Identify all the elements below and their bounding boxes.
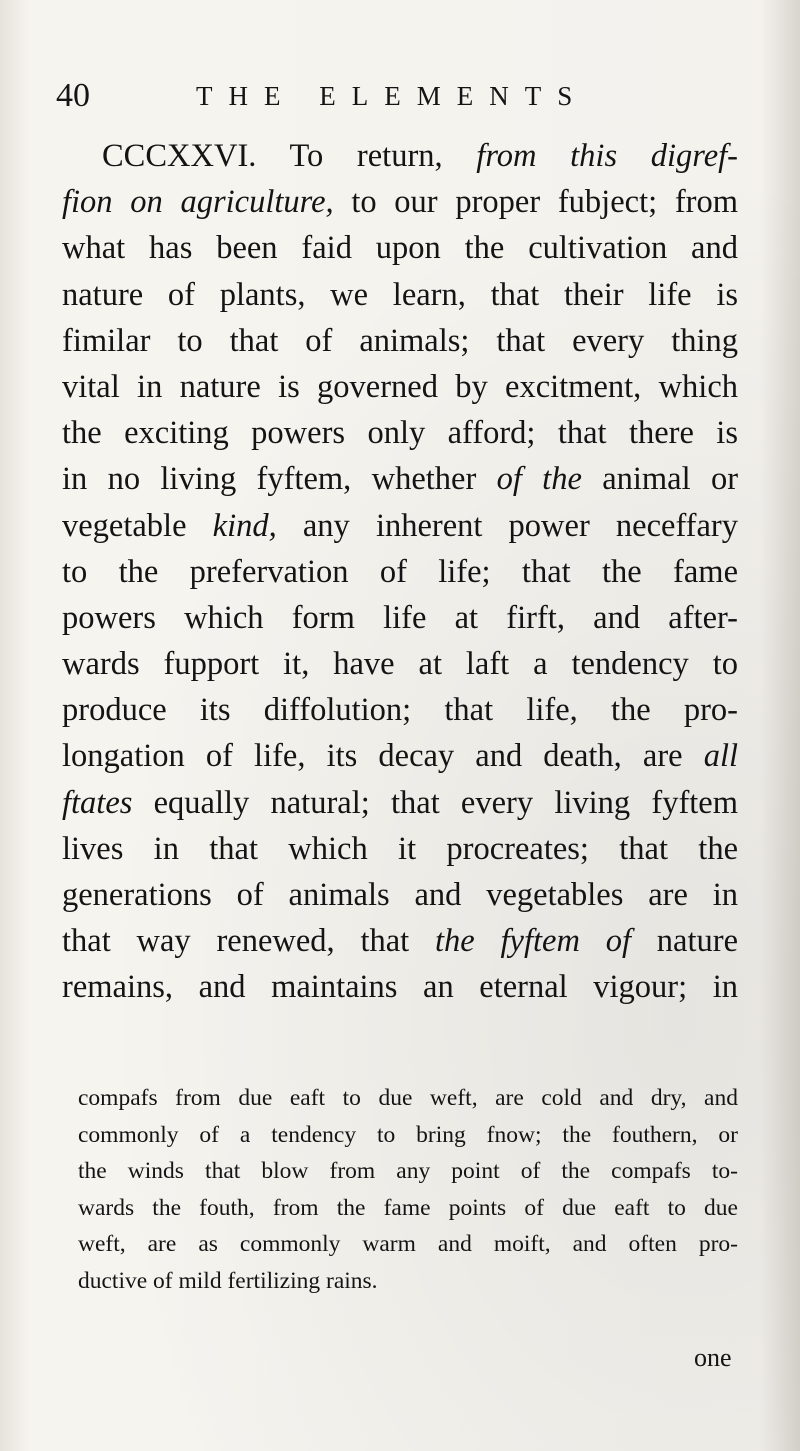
text-line: in no living fyftem, whether of the animal or [62, 461, 739, 498]
catchword: one [694, 1343, 732, 1372]
text-line: powers which form life at firft, and after- [62, 599, 738, 636]
text-line: nature of plants, we learn, that their life is [62, 276, 738, 313]
text-line: produce its diffolution; that life, the pro- [62, 692, 738, 729]
text-line: fimilar to that of animals; that every thing [62, 322, 738, 359]
page-header [56, 74, 756, 118]
running-head: THE ELEMENTS [196, 81, 589, 111]
italic-text: fion on agriculture, [62, 184, 334, 221]
page-number: 40 [56, 77, 90, 114]
italic-text: all [703, 738, 738, 775]
text-line: wards fupport it, have at laft a tendency to [62, 646, 738, 683]
text-line: the exciting powers only afford; that there is [62, 415, 738, 452]
text-line: longation of life, its decay and death, are all [62, 738, 738, 775]
italic-text: ftates [62, 784, 133, 821]
italic-text: the fyftem of [435, 923, 631, 960]
footnote-line: weft, are as commonly warm and moift, and often pro- [78, 1231, 738, 1257]
text-line: vegetable kind, any inherent power neceffary [62, 507, 738, 544]
text-line: what has been faid upon the cultivation and [62, 230, 738, 267]
text-line: lives in that which it procreates; that the [62, 830, 738, 867]
footnote-block [78, 1080, 738, 1299]
text-line: that way renewed, that the fyftem of nature [62, 923, 738, 960]
italic-text: of the [496, 461, 582, 498]
text-line: remains, and maintains an eternal vigour; in [62, 969, 738, 1006]
text-line: fion on agriculture, to our proper fubject; from [62, 184, 738, 221]
text-line: to the prefervation of life; that the fame [62, 553, 738, 590]
footnote-line: wards the fouth, from the fame points of due eaft to due [78, 1194, 738, 1221]
footnote-line: commonly of a tendency to bring fnow; the fouthern, or [78, 1121, 738, 1148]
italic-text: from this digref- [476, 138, 738, 174]
footnote-line: the winds that blow from any point of the compafs to- [78, 1158, 738, 1184]
text-line: CCCXXVI. To return, from this digref- [102, 138, 738, 174]
text-line: vital in nature is governed by excitment, which [62, 368, 738, 405]
italic-text: kind, [212, 507, 277, 544]
main-text-block [62, 133, 738, 1011]
text-line: ftates equally natural; that every living fyftem [62, 784, 738, 821]
footnote-line: compafs from due eaft to due weft, are cold and dry, and [78, 1085, 738, 1111]
footnote-line: ductive of mild fertilizing rains. [78, 1267, 378, 1294]
text-line: generations of animals and vegetables are in [62, 877, 738, 913]
